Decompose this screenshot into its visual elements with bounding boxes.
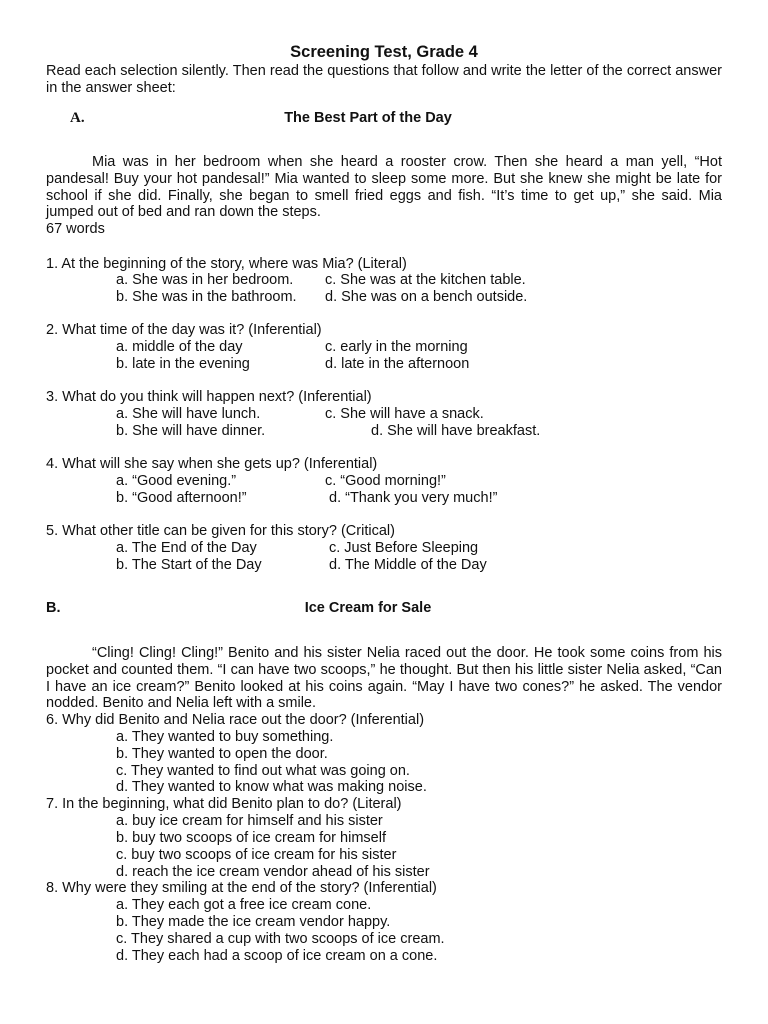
- question-7-option-c: c. buy two scoops of ice cream for his sister: [116, 847, 397, 863]
- section-b-letter: B.: [46, 600, 61, 616]
- question-5-option-d: d. The Middle of the Day: [329, 557, 487, 573]
- question-2-option-a: a. middle of the day: [116, 339, 243, 355]
- question-7-option-b: b. buy two scoops of ice cream for himself: [116, 830, 386, 846]
- question-3: 3. What do you think will happen next? (Inferential): [46, 389, 372, 405]
- section-a-passage-text: Mia was in her bedroom when she heard a rooster crow. Then she heard a man yell, “Hot pandesal! Buy your hot pandesal!” Mia wanted to sleep some more. But she knew she might be late for school if she did. Finally, she began to smell fried eggs and fish. “It’s time to get up,” she said. Mia jumped out of bed and ran down the steps.: [46, 154, 722, 221]
- question-3-option-c: c. She will have a snack.: [325, 406, 484, 422]
- question-4: 4. What will she say when she gets up? (Inferential): [46, 456, 378, 472]
- question-4-option-a: a. “Good evening.”: [116, 473, 237, 489]
- question-2-option-c: c. early in the morning: [325, 339, 468, 355]
- section-b-header: [46, 600, 722, 618]
- section-b-passage-text: “Cling! Cling! Cling!” Benito and his sister Nelia raced out the door. He took some coins from his pocket and counted them. “I can have two scoops,” he thought. But then his little sister Nelia asked, “Can I have an ice cream?” Benito looked at his coins again. “May I have two cones?” he asked. The vendor nodded. Benito and Nelia left with a smile.: [46, 645, 722, 712]
- question-6-option-a: a. They wanted to buy something.: [116, 729, 334, 745]
- question-6: 6. Why did Benito and Nelia race out the door? (Inferential): [46, 712, 425, 728]
- question-8-option-d: d. They each had a scoop of ice cream on a cone.: [116, 948, 438, 964]
- question-4-option-d: d. “Thank you very much!”: [329, 490, 498, 506]
- question-2-option-b: b. late in the evening: [116, 356, 250, 372]
- question-7-option-d: d. reach the ice cream vendor ahead of his sister: [116, 864, 430, 880]
- word-count: 67 words: [46, 221, 105, 237]
- question-8: 8. Why were they smiling at the end of the story? (Inferential): [46, 880, 437, 896]
- question-4-option-b: b. “Good afternoon!”: [116, 490, 247, 506]
- section-a-title: The Best Part of the Day: [284, 110, 452, 126]
- question-1-option-d: d. She was on a bench outside.: [325, 289, 528, 305]
- question-8-option-c: c. They shared a cup with two scoops of ice cream.: [116, 931, 445, 947]
- question-8-option-a: a. They each got a free ice cream cone.: [116, 897, 372, 913]
- question-4-option-c: c. “Good morning!”: [325, 473, 446, 489]
- question-2: 2. What time of the day was it? (Inferential): [46, 322, 322, 338]
- question-1-option-c: c. She was at the kitchen table.: [325, 272, 526, 288]
- question-1-option-a: a. She was in her bedroom.: [116, 272, 294, 288]
- section-b-passage: [46, 645, 722, 712]
- question-8-option-b: b. They made the ice cream vendor happy.: [116, 914, 391, 930]
- section-a-passage: [46, 154, 722, 221]
- question-1: 1. At the beginning of the story, where was Mia? (Literal): [46, 256, 407, 272]
- question-2-option-d: d. late in the afternoon: [325, 356, 470, 372]
- question-5-option-c: c. Just Before Sleeping: [329, 540, 479, 556]
- question-7: 7. In the beginning, what did Benito plan to do? (Literal): [46, 796, 402, 812]
- section-a-letter: A.: [70, 110, 85, 126]
- question-3-option-a: a. She will have lunch.: [116, 406, 261, 422]
- instructions: Read each selection silently. Then read the questions that follow and write the letter of the correct answer in the answer sheet:: [46, 63, 722, 96]
- question-3-option-b: b. She will have dinner.: [116, 423, 266, 439]
- question-3-option-d: d. She will have breakfast.: [371, 423, 541, 439]
- section-a-header: [46, 110, 722, 128]
- question-5-option-a: a. The End of the Day: [116, 540, 257, 556]
- question-5-option-b: b. The Start of the Day: [116, 557, 262, 573]
- question-1-option-b: b. She was in the bathroom.: [116, 289, 297, 305]
- question-5: 5. What other title can be given for this story? (Critical): [46, 523, 395, 539]
- question-6-option-b: b. They wanted to open the door.: [116, 746, 328, 762]
- question-6-option-c: c. They wanted to find out what was going on.: [116, 763, 410, 779]
- page-title: Screening Test, Grade 4: [290, 43, 478, 61]
- question-7-option-a: a. buy ice cream for himself and his sister: [116, 813, 383, 829]
- section-b-title: Ice Cream for Sale: [304, 600, 432, 616]
- question-6-option-d: d. They wanted to know what was making noise.: [116, 779, 427, 795]
